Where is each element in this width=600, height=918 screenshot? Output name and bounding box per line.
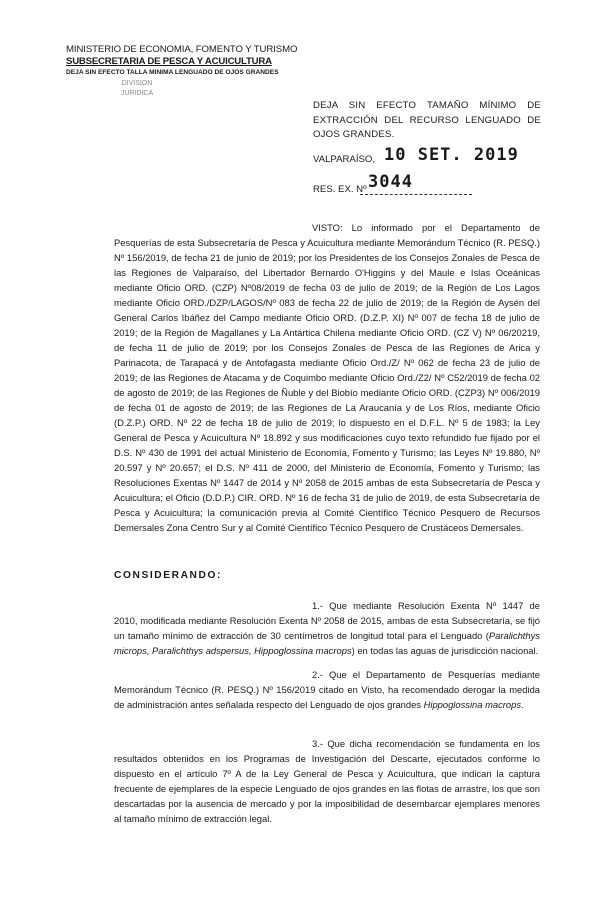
division-stamp — [108, 79, 166, 107]
resolution-subject: DEJA SIN EFECTO TAMAÑO MÍNIMO DE EXTRACCIÓN DEL RECURSO LENGUADO DE OJOS GRANDES. — [313, 100, 541, 140]
stamp-line: DIVISION — [121, 80, 153, 87]
subsecretaria-name: SUBSECRETARIA DE PESCA Y ACUICULTURA — [66, 56, 272, 67]
considerando-text: . — [521, 699, 524, 710]
considerando-text: 1.- Que mediante Resolución Exenta Nº 1447 de 2010, modificada mediante Resolución Exenta Nº 2058 de 2015, ambas de esta Subsecretaría, se fijó un tamaño mínimo de extracción de 30 centímetros de longitud total para el Lenguado ( — [114, 600, 540, 641]
resolution-number-underline — [360, 194, 472, 195]
visto-label: VISTO: — [312, 222, 343, 233]
visto-text: Lo informado por el Departamento de Pesquerías de esta Subsecretaría de Pesca y Acuicultura mediante Memorándum Técnico (R. PESQ.) Nº 156/2019, de fecha 21 de junio de 2019; por los Presidentes de los Consejos Zonales de Pesca de las Regiones de Valparaíso, del Libertador Bernardo O'Higgins y del Maule e Islas Oceánicas mediante Oficio ORD. (CZP) Nº08/2019 de fecha 03 de julio de 2019; de la Región de Los Lagos mediante Oficio ORD./DZP/LAGOS/Nº 083 de fecha 22 de julio de 2019; de la Región de Aysén del General Carlos Ibáñez del Campo mediante Oficio ORD. (D.Z.P. XI) Nº 007 de fecha 18 de julio de 2019; de la Región de Magallanes y La Antártica Chilena mediante Oficio ORD. (CZ V) Nº 06/20219, de fecha 11 de julio de 2019; por los Consejos Zonales de Pesca de las Regiones de Arica y Parinacota, de Tarapacá y de Antofagasta mediante Oficio Ord./Z/ Nº 062 de fecha 23 de julio de 2019; de las Regiones de Atacama y de Coquimbo mediante Oficio Ord./Z2/ Nº C52/2019 de fecha 02 de agosto de 2019; de las Regiones de Ñuble y del Biobío mediante Oficio ORD. (CZP3) Nº 006/2019 de fecha 01 de agosto de 2019; de las Regiones de La Araucanía y de Los Ríos, mediante Oficio (D.Z.P.) ORD. Nº 22 de fecha 18 de julio de 2019; lo dispuesto en el D.F.L. Nº 5 de 1983; la Ley General de Pesca y Acuicultura Nº 18.892 y sus modificaciones cuyo texto refundido fue fijado por el D.S. Nº 430 de 1991 del actual Ministerio de Economía, Fomento y Turismo; las Leyes Nº 19.880, Nº 20.597 y Nº 20.657; el D.S. Nº 411 de 2000, del Ministerio de Economía, Fomento y Turismo; las Resoluciones Exentas Nº 1447 de 2014 y Nº 2058 de 2015 ambas de esta Subsecretaría de Pesca y Acuicultura; el Oficio (D.D.P.) CIR. ORD. Nº 16 de fecha 31 de julio de 2019, de esta Subsecretaría de Pesca y Acuicultura; la comunicación previa al Comité Científico Técnico Pesquero de Recursos Demersales Zona Centro Sur y al Comité Científico Técnico Pesquero de Crustáceos Demersales. — [114, 222, 540, 533]
considerando-text: ) en todas las aguas de jurisdicción nacional. — [351, 645, 539, 656]
species-name: Hippoglossina macrops — [423, 699, 522, 710]
considerando-text: 2.- Que el Departamento de Pesquerías mediante Memorándum Técnico (R. PESQ.) Nº 156/2019 citado en Visto, ha recomendado derogar la medida de administración antes señalada respecto del Lenguado de ojos grandes — [114, 669, 540, 710]
considerando-item-2 — [114, 667, 540, 712]
resolution-number: 3044 — [368, 172, 413, 192]
document-short-title: DEJA SIN EFECTO TALLA MINIMA LENGUADO DE OJOS GRANDES — [66, 69, 279, 76]
resolution-label: RES. EX. Nº — [313, 184, 367, 195]
letterhead — [66, 44, 306, 78]
stamp-line: JURIDICA — [120, 90, 154, 97]
resolution-date: 10 SET. 2019 — [384, 145, 519, 165]
place-label: VALPARAÍSO, — [313, 154, 376, 165]
ministry-name: MINISTERIO DE ECONOMIA, FOMENTO Y TURISMO — [66, 44, 298, 55]
visto-paragraph — [114, 220, 540, 535]
species-names: Paralichthys microps, Paralichthys adspersus, Hippoglossina macrops — [114, 630, 540, 656]
considerando-item-1 — [114, 598, 540, 658]
considerando-text: 3.- Que dicha recomendación se fundamenta en los resultados obtenidos en los Programas de Investigación del Descarte, ejecutados conforme lo dispuesto en el artículo 7º A de la Ley General de Pesca y Acuicultura, que indican la captura frecuente de ejemplares de la especie Lenguado de ojos grandes en las flotas de arrastre, los que son descartadas por la ausencia de mercado y por la imposibilidad de desembarcar ejemplares menores al tamaño mínimo de extracción legal. — [114, 738, 540, 824]
considerando-item-3 — [114, 736, 540, 826]
considerando-heading: CONSIDERANDO: — [114, 570, 222, 581]
